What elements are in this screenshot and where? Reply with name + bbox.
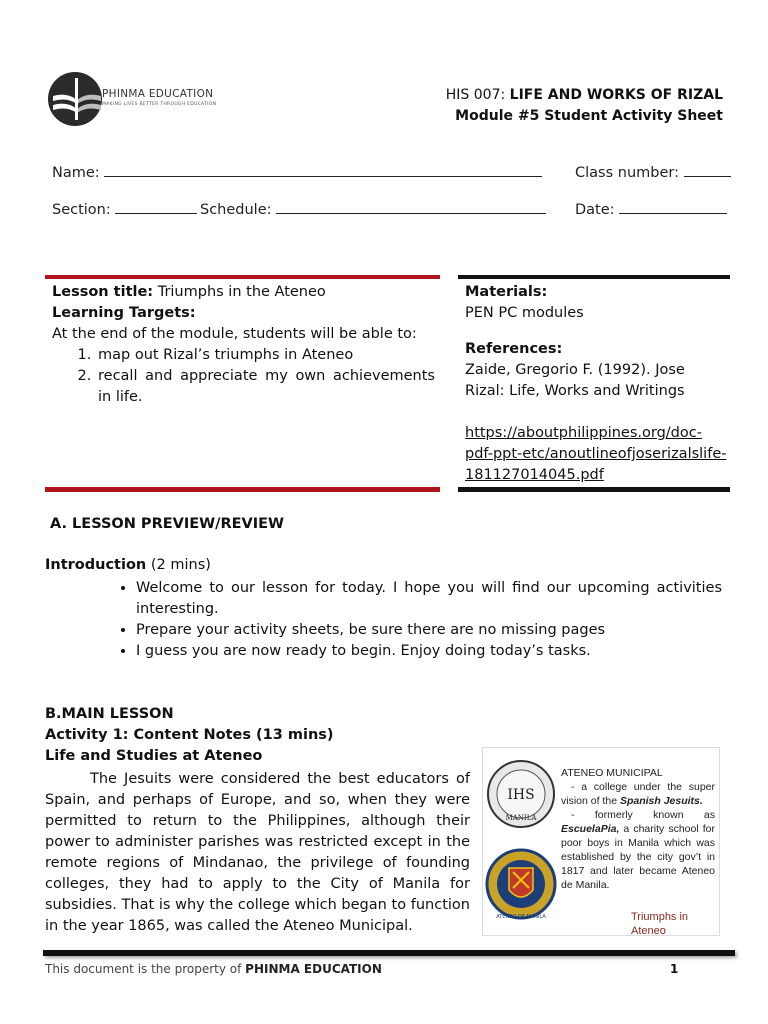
class-number-blank[interactable] — [684, 163, 731, 177]
reference-link[interactable] — [465, 423, 727, 486]
name-field[interactable] — [52, 163, 542, 181]
right-box-bottom-rule — [458, 487, 730, 492]
intro-label: Introduction — [45, 557, 147, 573]
date-field[interactable] — [575, 200, 727, 218]
reference-link-line[interactable]: 181127014045.pdf — [465, 467, 604, 483]
schedule-blank[interactable] — [276, 200, 546, 214]
seal-ateneo-label: ATENEO DE MANILA — [496, 914, 546, 920]
date-blank[interactable] — [619, 200, 727, 214]
footer-ownership — [45, 962, 382, 976]
intro-heading — [45, 557, 211, 573]
footer-owner: PHINMA EDUCATION — [245, 962, 382, 976]
page-number: 1 — [670, 962, 679, 976]
reference-book: Zaide, Gregorio F. (1992). Jose Rizal: Life, Works and Writings — [465, 362, 685, 399]
activity-title: Activity 1: Content Notes (13 mins) — [45, 727, 334, 743]
reference-link-line[interactable]: https://aboutphilippines.org/doc- — [465, 425, 702, 441]
logo-tagline: MAKING LIVES BETTER THROUGH EDUCATION — [102, 102, 217, 107]
section-field[interactable] — [52, 200, 197, 218]
figure-line-1-emph: Spanish Jesuits. — [619, 795, 703, 807]
phinma-logo-icon — [47, 70, 103, 128]
lesson-info-box — [52, 282, 435, 408]
list-item: 2. recall and appreciate my own achievements in life. — [96, 366, 435, 408]
footer-rule — [43, 950, 735, 956]
figure-heading: ATENEO MUNICIPAL — [561, 767, 663, 779]
footer-prefix: This document is the property of — [45, 962, 246, 976]
targets-list — [52, 345, 435, 408]
svg-text:IHS: IHS — [507, 787, 535, 803]
figure-line-2-emph: EscuelaPia, — [561, 823, 620, 835]
name-label: Name: — [52, 165, 100, 181]
main-paragraph: The Jesuits were considered the best educators of Spain, and perhaps of Europe, and so, when they were permitted to return to the Philippines, although their power to administer parishes was restricted except in the remote regions of Mindanao, the privilege of founding colleges, they had to apply to the City of Manila for subsidies. That is why the college which began to function in the year 1865, was called the Ateneo Municipal. — [45, 771, 470, 934]
figure-text — [561, 766, 715, 892]
list-item: • I guess you are now ready to begin. Enjoy doing today’s tasks. — [136, 641, 722, 662]
lesson-title-line — [52, 282, 435, 303]
ateneo-seals-illustration — [483, 748, 559, 935]
section-a-title: A. LESSON PREVIEW/REVIEW — [50, 516, 285, 532]
list-item: 1. map out Rizal’s triumphs in Ateneo — [96, 345, 435, 366]
course-title: LIFE AND WORKS OF RIZAL — [509, 87, 723, 103]
right-box-top-rule — [458, 275, 730, 279]
targets-intro: At the end of the module, students will be able to: — [52, 326, 417, 342]
reference-link-line[interactable]: pdf-ppt-etc/anoutlineofjoserizalslife- — [465, 446, 727, 462]
lesson-title-label: Lesson title: — [52, 284, 154, 300]
course-header — [446, 85, 723, 127]
materials-text: PEN PC modules — [465, 305, 584, 321]
figure-line-2-rest: a charity school for poor boys in Manila which was established by the city gov’t in 1817 and later became Ateneo de Manila. — [561, 823, 715, 891]
logo-name: PHINMA EDUCATION — [102, 88, 214, 100]
learning-targets-label: Learning Targets: — [52, 305, 196, 321]
figure-line-1-text: - a college under the super vision of the — [561, 781, 715, 807]
lesson-title: Triumphs in the Ateneo — [153, 284, 326, 300]
lesson-subtitle: Life and Studies at Ateneo — [45, 748, 263, 764]
date-label: Date: — [575, 202, 615, 218]
list-item: • Welcome to our lesson for today. I hope you will find our upcoming activities interesting. — [136, 578, 722, 620]
materials-label: Materials: — [465, 284, 548, 300]
module-line: Module #5 Student Activity Sheet — [455, 108, 723, 124]
left-box-bottom-rule — [45, 487, 440, 492]
left-box-top-rule — [45, 275, 440, 279]
bullet-list — [0, 578, 768, 662]
class-number-label: Class number: — [575, 165, 679, 181]
seal-manila-label: MANILA — [505, 814, 537, 822]
figure-line-2-text: - formerly known as — [571, 809, 715, 821]
section-blank[interactable] — [115, 200, 197, 214]
references-label: References: — [465, 341, 563, 357]
intro-bullets — [0, 578, 768, 662]
intro-time: (2 mins) — [146, 557, 211, 573]
ateneo-figure — [482, 747, 720, 936]
course-code: HIS 007: — [445, 87, 510, 103]
class-number-field[interactable] — [575, 163, 731, 181]
schedule-field[interactable] — [200, 200, 546, 218]
figure-line-1 — [561, 780, 715, 808]
list-item: • Prepare your activity sheets, be sure there are no missing pages — [136, 620, 722, 641]
figure-caption: Triumphs in Ateneo — [631, 911, 689, 936]
figure-line-2 — [561, 808, 715, 892]
section-label: Section: — [52, 202, 111, 218]
name-blank[interactable] — [104, 163, 542, 177]
schedule-label: Schedule: — [200, 202, 272, 218]
section-b-title: B.MAIN LESSON — [45, 706, 174, 722]
course-line — [446, 85, 723, 106]
materials-box — [465, 282, 727, 486]
